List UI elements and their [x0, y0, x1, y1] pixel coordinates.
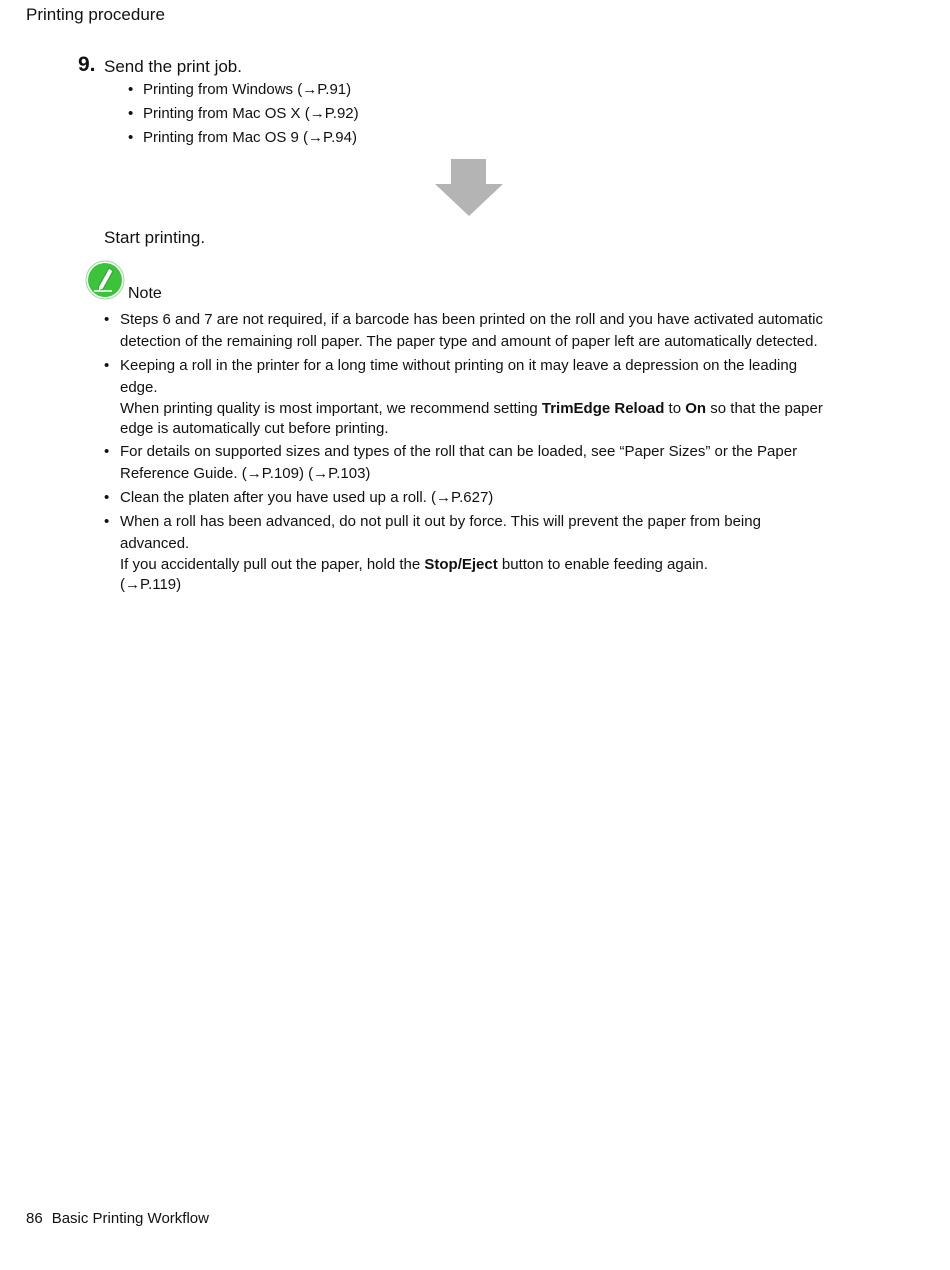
note-text: For details on supported sizes and types of the roll that can be loaded, see “Paper Sizes” or the Paper Reference Guide. (→P.109) (→P.103): [120, 443, 798, 482]
link-windows[interactable]: Printing from Windows (→P.91): [143, 81, 352, 98]
note-text: Clean the platen after you have used up a roll. (→P.627): [120, 489, 494, 506]
step-title: Send the print job.: [104, 57, 242, 76]
list-item: • Keeping a roll in the printer for a long time without printing on it may leave a depression on the leading edge. When printing quality is most important, we recommend setting TrimEdge Reload to On so that the paper edge is automatically cut before printing.: [104, 355, 834, 439]
page-number: 86: [26, 1210, 43, 1227]
step-number: 9.: [78, 53, 96, 76]
list-item[interactable]: • Printing from Windows (→P.91): [128, 81, 352, 98]
link-mac-os-9[interactable]: Printing from Mac OS 9 (→P.94): [143, 129, 357, 146]
running-header: Printing procedure: [26, 5, 165, 24]
footer-section: Basic Printing Workflow: [51, 1210, 209, 1227]
list-item[interactable]: • Printing from Mac OS X (→P.92): [128, 105, 359, 122]
page-reference[interactable]: (→P.119): [120, 576, 182, 593]
note-continuation: When printing quality is most important, we recommend setting TrimEdge Reload to On so that the paper edge is automatically cut before printing.: [120, 400, 823, 437]
setting-name: TrimEdge Reload: [541, 400, 665, 417]
page-footer: [26, 1210, 209, 1227]
note-text: Keeping a roll in the printer for a long time without printing on it may leave a depression on the leading edge.: [120, 357, 798, 396]
note-pencil-icon: [85, 260, 125, 305]
setting-value: On: [685, 400, 707, 417]
link-mac-os-x[interactable]: Printing from Mac OS X (→P.92): [143, 105, 359, 122]
note-continuation: If you accidentally pull out the paper, hold the Stop/Eject button to enable feeding again.: [120, 556, 708, 573]
note-text: When a roll has been advanced, do not pull it out by force. This will prevent the paper from being advanced.: [120, 513, 761, 552]
list-item: • Clean the platen after you have used up a roll. (→P.627): [104, 489, 494, 506]
step-link-list: [128, 80, 359, 152]
list-item: • For details on supported sizes and types of the roll that can be loaded, see “Paper Sizes” or the Paper Reference Guide. (→P.109) (→P.103): [104, 443, 798, 482]
note-text: Steps 6 and 7 are not required, if a barcode has been printed on the roll and you have activated automatic detection of the remaining roll paper. The paper type and amount of paper left are automatically detected.: [120, 311, 823, 350]
note-label: Note: [128, 285, 162, 302]
result-text: Start printing.: [104, 228, 206, 247]
button-name: Stop/Eject: [424, 556, 498, 573]
list-item: • When a roll has been advanced, do not pull it out by force. This will prevent the paper from being advanced. If you accidentally pull out the paper, hold the Stop/Eject button to enable feeding again. (→P.119): [104, 511, 834, 595]
list-item: • Steps 6 and 7 are not required, if a barcode has been printed on the roll and you have activated automatic detection of the remaining roll paper. The paper type and amount of paper left are automatically detected.: [104, 311, 823, 350]
down-arrow-icon: [434, 159, 504, 222]
note-list: [104, 309, 834, 597]
list-item[interactable]: • Printing from Mac OS 9 (→P.94): [128, 129, 357, 146]
